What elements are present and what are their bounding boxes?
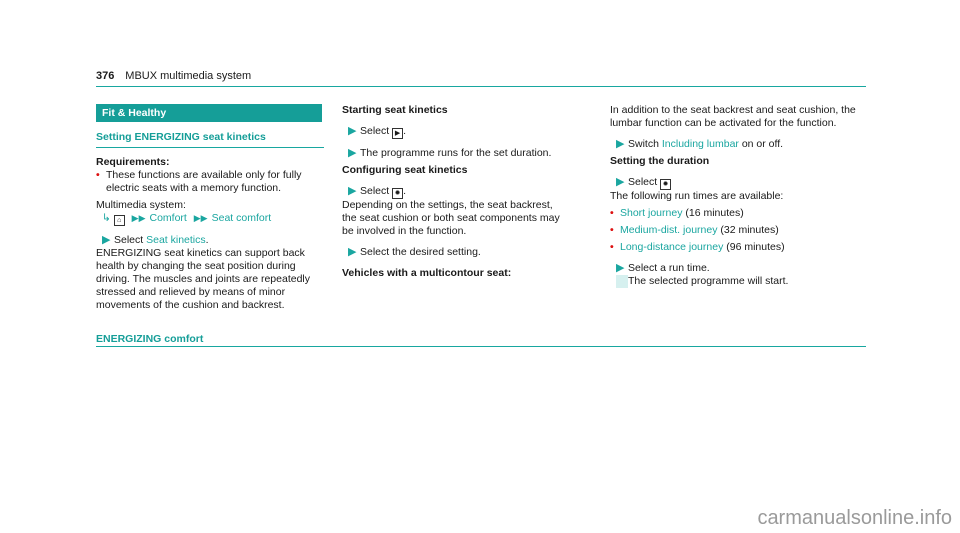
long-journey-link[interactable]: Long-distance journey bbox=[620, 241, 724, 253]
step-arrow-icon: ▶ bbox=[616, 176, 625, 188]
heading-starting: Starting seat kinetics bbox=[342, 104, 448, 116]
home-icon: ⌂ bbox=[114, 215, 125, 226]
step-select-seat-kinetics: ▶ Select Seat kinetics. bbox=[102, 234, 209, 246]
run-time-result: The selected programme will start. bbox=[628, 275, 789, 287]
chevron-right-icon: ▶▶ bbox=[193, 213, 208, 223]
path-comfort-link[interactable]: Comfort bbox=[149, 212, 187, 224]
requirement-item: • These functions are available only for fully electric seats with a memory function. bbox=[96, 169, 324, 195]
footer-section-title: ENERGIZING comfort bbox=[96, 333, 204, 345]
watermark-text: carmanualsonline.info bbox=[757, 507, 952, 529]
column-1 bbox=[96, 104, 324, 312]
step-select-settings: ▶ Select ✹ . bbox=[348, 185, 407, 197]
header-divider bbox=[96, 86, 866, 87]
page-title: MBUX multimedia system bbox=[125, 70, 252, 82]
step-arrow-icon: ▶ bbox=[102, 234, 111, 246]
path-arrow-icon: ↳ bbox=[102, 212, 111, 224]
page-header bbox=[96, 70, 866, 83]
section-title: Setting ENERGIZING seat kinetics bbox=[96, 131, 324, 148]
category-banner: Fit & Healthy bbox=[96, 104, 322, 122]
step-arrow-icon: ▶ bbox=[348, 185, 357, 197]
run-time-item: • Short journey (16 minutes) bbox=[610, 207, 860, 220]
run-time-item: • Long-distance journey (96 minutes) bbox=[610, 241, 860, 254]
chevron-right-icon: ▶▶ bbox=[131, 213, 146, 223]
run-times-intro: The following run times are available: bbox=[610, 190, 784, 202]
step-arrow-icon: ▶ bbox=[348, 246, 357, 258]
step-arrow-icon: ▶ bbox=[348, 147, 357, 159]
step-desired-setting: ▶ Select the desired setting. bbox=[348, 246, 481, 258]
path-label: Multimedia system: bbox=[96, 199, 186, 211]
settings-paragraph: Depending on the settings, the seat backrest, the seat cushion or both seat components may be involved in the function. bbox=[342, 199, 560, 237]
step-select-play: ▶ Select ▶ . bbox=[348, 125, 407, 137]
short-journey-link[interactable]: Short journey bbox=[620, 207, 683, 219]
heading-configuring: Configuring seat kinetics bbox=[342, 164, 468, 176]
menu-path bbox=[96, 212, 324, 226]
step-arrow-icon: ▶ bbox=[348, 125, 357, 137]
medium-journey-link[interactable]: Medium-dist. journey bbox=[620, 224, 718, 236]
run-time-item: • Medium-dist. journey (32 minutes) bbox=[610, 224, 860, 237]
page-number: 376 bbox=[96, 70, 115, 82]
step-select-duration: ▶ Select ✹ bbox=[610, 176, 860, 190]
gear-icon: ✹ bbox=[660, 179, 671, 190]
column-3 bbox=[610, 104, 860, 288]
step-switch-lumbar: ▶ Switch Including lumbar on or off. bbox=[616, 138, 784, 150]
including-lumbar-link[interactable]: Including lumbar bbox=[661, 138, 739, 150]
step-select-run-time: ▶ Select a run time. The selected programme will start. bbox=[616, 262, 789, 287]
column-2 bbox=[342, 104, 570, 280]
heading-duration: Setting the duration bbox=[610, 155, 710, 167]
gear-icon: ✹ bbox=[392, 188, 403, 199]
step-arrow-icon: ▶ bbox=[616, 262, 625, 274]
path-seat-comfort-link[interactable]: Seat comfort bbox=[211, 212, 272, 224]
play-icon: ▶ bbox=[392, 128, 403, 139]
intro-paragraph: ENERGIZING seat kinetics can support back health by changing the seat position during driving. The muscles and joints are repeatedly stressed and relieved by means of minor movements of the cushion and backrest. bbox=[96, 247, 311, 311]
heading-multicontour: Vehicles with a multicontour seat: bbox=[342, 267, 512, 279]
result-marker bbox=[616, 275, 628, 288]
requirements-label: Requirements: bbox=[96, 156, 170, 168]
step-arrow-icon: ▶ bbox=[616, 138, 625, 150]
lumbar-paragraph: In addition to the seat backrest and seat cushion, the lumbar function can be activated for the function. bbox=[610, 104, 856, 129]
footer-divider bbox=[96, 346, 866, 347]
seat-kinetics-link[interactable]: Seat kinetics bbox=[146, 234, 206, 246]
step-runs: ▶ The programme runs for the set duration. bbox=[348, 147, 552, 159]
